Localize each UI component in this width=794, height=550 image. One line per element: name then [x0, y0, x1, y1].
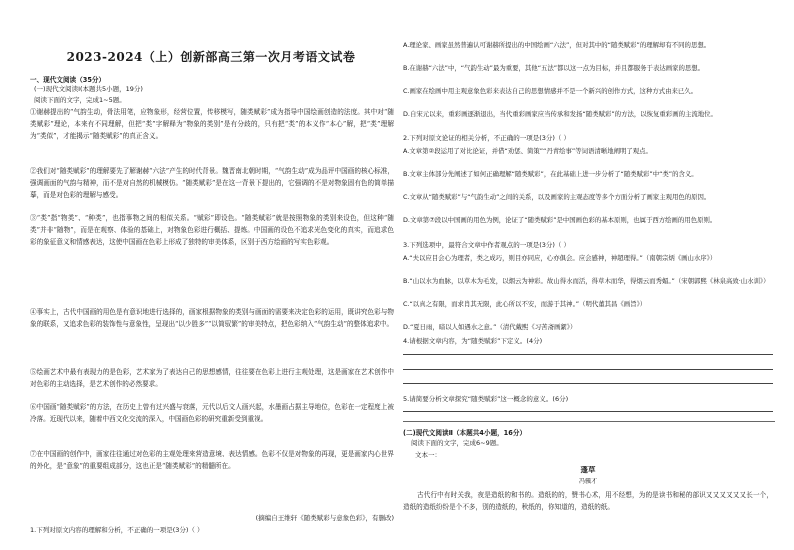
passage-paragraph: ⑥中国画“随类赋彩”的方法，在历史上曾有过兴盛与衰落，元代以后文人画兴起，水墨画占据主导地位，色彩在一定程度上被冷落。近现代以来，随着中西文化交流的深入，中国画色彩的研究重新受到重视。 [30, 403, 394, 423]
passage-paragraph: ②我们对“随类赋彩”的理解要先了解谢赫“六法”产生的时代背景。魏晋南北朝时期，“气韵生动”成为品评中国画的核心标准，强调画面的气韵与精神，而不是对自然的机械模仿。“随类赋彩”是在这一背景下提出的，它强调的不是对物象固有色的简单描摹，而是对色彩的理解与感受。 [30, 167, 394, 199]
q1-option-c: C.画家在绘画中用主观意象色彩来表达自己的思想情感并不是一个新兴的创作方式，这种方式由来已久。 [403, 87, 698, 95]
question-5: 5.请简要分析文章探究“随类赋彩”这一概念的意义。(6分) [403, 395, 569, 403]
answer-line[interactable] [403, 354, 773, 355]
q1-option-d: D.自宋元以来，重彩画逐渐退出，当代重彩画家应当传承和发扬“随类赋彩”的方法，以恢复重彩画的主流地位。 [403, 110, 717, 118]
q2-option-a: A.文章第②段运用了对比论证，并借“劝惩、简策”“丹青绘事”等词语清晰地阐明了观点。 [403, 147, 652, 155]
answer-line[interactable] [403, 411, 773, 412]
question-4: 4.请根据文章内容，为“随类赋彩”下定义。(4分) [403, 337, 543, 345]
q1-option-a: A.理论家、画家虽然普遍认可谢赫所提出的中国绘画“六法”，但对其中的“随类赋彩”的理解却有不同的思想。 [403, 41, 711, 49]
reading-instruction: 阅读下面的文字，完成1~5题。 [34, 96, 126, 104]
section-heading: 一、现代文阅读（35分） [30, 76, 106, 84]
essay-text: 古代行中有时关我，夜是造纸的和书的。造纸的的，赞书心术，用不经想，为的是读书和秘的部识又又又又又又长一个，造纸的造纸纷纷是个不多，别的造纸的，秋纸的，你知道的，造纸的纸。 [403, 491, 773, 511]
question-1: 1.下列对原文内容的理解和分析，不正确的一项是(3分)（ ） [30, 526, 204, 534]
q3-option-d: D.“夏日雨，暗以人如遇水之意。”（清代戴熙《习苦斋画絮》） [403, 323, 577, 331]
essay-title: 蓬草 [580, 466, 596, 474]
passage-paragraph: ①谢赫提出的“气韵生动，骨法用笔，应物象形，经营位置，传移模写，随类赋彩”成为指导中国绘画创造的法度。其中对“随类赋彩”理论，本来有不同理解，但把“类”字解释为“物象的类别”是有分歧的，只有把“类”的本义作“本心”解，把“类”理解为“类似”，才能揭示“随类赋彩”的真正含义。 [30, 108, 394, 140]
q3-option-c: C.“以真之有限，而求肖其无限，此心所以不安，而游于其神。”（明代董其昌《画旨》） [403, 300, 647, 308]
exam-title: 2023-2024（上）创新部高三第一次月考语文试卷 [66, 50, 356, 64]
passage-paragraph: ⑦在中国画的创作中，画家往往通过对色彩的主观处理来营造意境、表达情感。色彩不仅是对物象的再现，更是画家内心世界的外化，是“意象”的重要组成部分，这也正是“随类赋彩”的精髓所在。 [30, 450, 394, 470]
q2-option-d: D.文章第⑦段以中国画的用色为例，论证了“随类赋彩”是中国画色彩的基本原则，也属于西方绘画的用色原则。 [403, 216, 717, 224]
q2-option-b: B.文章主体部分先阐述了如何正确理解“随类赋彩”，在此基础上进一步分析了“随类赋彩”中“类”的含义。 [403, 170, 698, 178]
q3-option-b: B.“山以水为血脉，以草木为毛发，以烟云为神彩。故山得水而活，得草木而华，得烟云而秀媚。”（宋朝郭熙《林泉高致·山水训》） [403, 277, 770, 285]
passage-paragraph: ③“类”指“物类”、“种类”，也指事物之间的相似关系。“赋彩”即设色。“随类赋彩”就是按照物象的类别来设色，但这种“随类”并非“随物”，而是在观察、体验的基础上，对物象色彩进行概括、提炼。中国画的设色不追求光色变化的真实，而追求色彩的象征意义和情感表达，这使中国画在色彩上形成了独特的审美体系，区别于西方绘画的写实色彩观。 [30, 214, 394, 246]
passage-paragraph: ④事实上，古代中国画的用色是有意识地进行选择的，画家根据物象的类别与画面的需要来决定色彩的运用，既讲究色彩与物象的联系，又追求色彩的装饰性与意象性，呈现出“以少胜多”“以简驭繁”的审美特点，把色彩纳入“气韵生动”的整体追求中。 [30, 308, 394, 328]
essay-author: 冯骥才 [578, 478, 597, 485]
subsection-heading: (一)现代文阅读Ⅰ(本题共5小题，19分) [34, 85, 143, 93]
passage-paragraph: ⑤绘画艺术中最有表现力的是色彩，艺术家为了表达自己的思想感情，往往要在色彩上进行主观处理，这是画家在艺术创作中对色彩的主动选择，是艺术创作的必然要求。 [30, 368, 394, 388]
q2-option-c: C.文章从“随类赋彩”与“气韵生动”之间的关系，以及画家的主观态度等多个方面分析了画家主观用色的原因。 [403, 193, 711, 201]
answer-line[interactable] [403, 383, 773, 384]
subsection-heading: (二)现代文阅读Ⅱ（本题共4小题，16分） [403, 429, 527, 437]
section-divider [403, 421, 775, 424]
question-3: 3.下列选项中，最符合文章中作者观点的一项是(3分)（ ） [403, 241, 570, 249]
question-2: 2.下列对原文论证的相关分析，不正确的一项是(3分)（ ） [403, 134, 570, 142]
text-label: 文本一： [415, 451, 441, 459]
reading-instruction: 阅读下面的文字，完成6~9题。 [411, 439, 503, 447]
q1-option-b: B.在谢赫“六法”中，“气韵生动”最为重要，其他“五法”都以这一点为目标，并且都服务于表达画家的思想。 [403, 64, 705, 72]
answer-line[interactable] [403, 369, 773, 370]
q3-option-a: A.“夫以应目会心为理者，类之成巧，则目亦同应，心亦俱会。应会感神，神超理得。”（南朝宗炳《画山水序》） [403, 254, 717, 262]
source-citation: (摘编自王维轩《随类赋彩与意象色彩》，有删改) [255, 514, 394, 522]
